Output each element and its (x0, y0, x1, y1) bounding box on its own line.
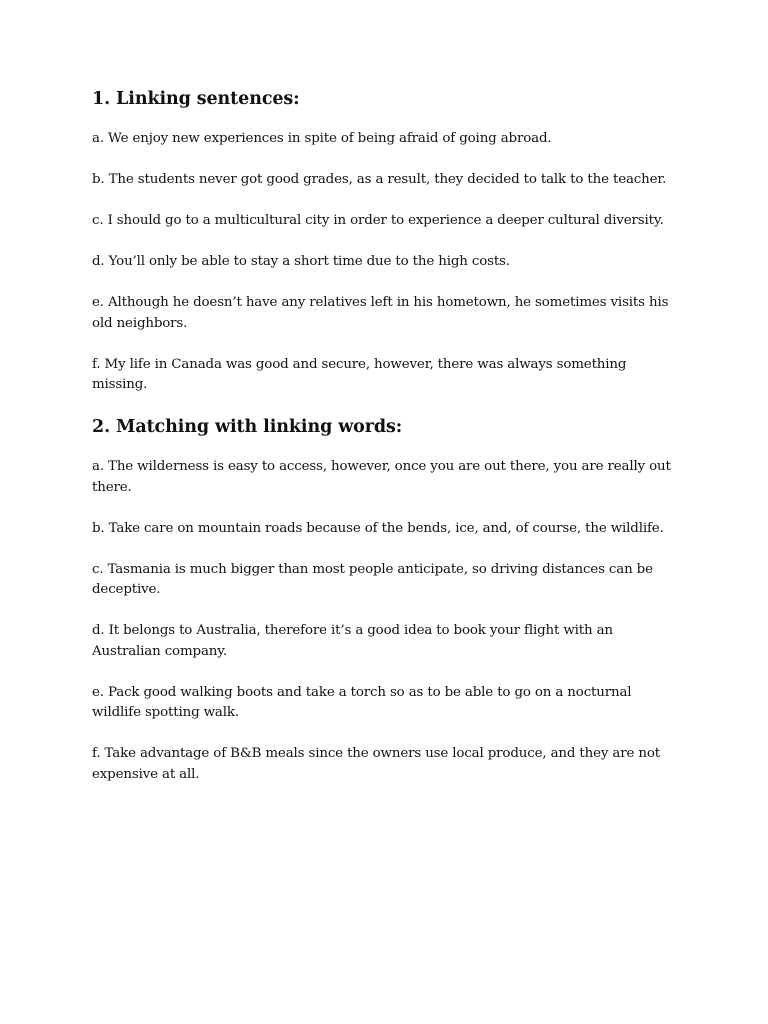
list-item: a. We enjoy new experiences in spite of being afraid of going abroad. (92, 131, 552, 146)
list-item: f. Take advantage of B&B meals since the owners use local produce, and they are not expensive at all. (92, 746, 660, 782)
section-heading: 2. Matching with linking words: (92, 417, 403, 437)
list-item: b. The students never got good grades, as a result, they decided to talk to the teacher. (92, 172, 667, 187)
list-item: c. I should go to a multicultural city in order to experience a deeper cultural diversity. (92, 213, 664, 228)
list-item: d. You’ll only be able to stay a short time due to the high costs. (92, 254, 510, 269)
list-item: d. It belongs to Australia, therefore it’s a good idea to book your flight with an Australian company. (92, 623, 613, 659)
list-item: f. My life in Canada was good and secure, however, there was always something missing. (92, 356, 627, 392)
list-item: c. Tasmania is much bigger than most people anticipate, so driving distances can be deceptive. (92, 561, 653, 597)
section-linking-sentences (92, 86, 682, 396)
document-page (92, 86, 682, 806)
list-item: b. Take care on mountain roads because of the bends, ice, and, of course, the wildlife. (92, 520, 664, 536)
list-item: a. The wilderness is easy to access, however, once you are out there, you are really out there. (92, 459, 671, 495)
list-item: e. Pack good walking boots and take a torch so as to be able to go on a nocturnal wildlife spotting walk. (92, 684, 632, 720)
list-item: e. Although he doesn’t have any relatives left in his hometown, he sometimes visits his old neighbors. (92, 295, 669, 331)
section-heading: 1. Linking sentences: (92, 89, 300, 109)
section-matching-linking-words (92, 414, 682, 785)
